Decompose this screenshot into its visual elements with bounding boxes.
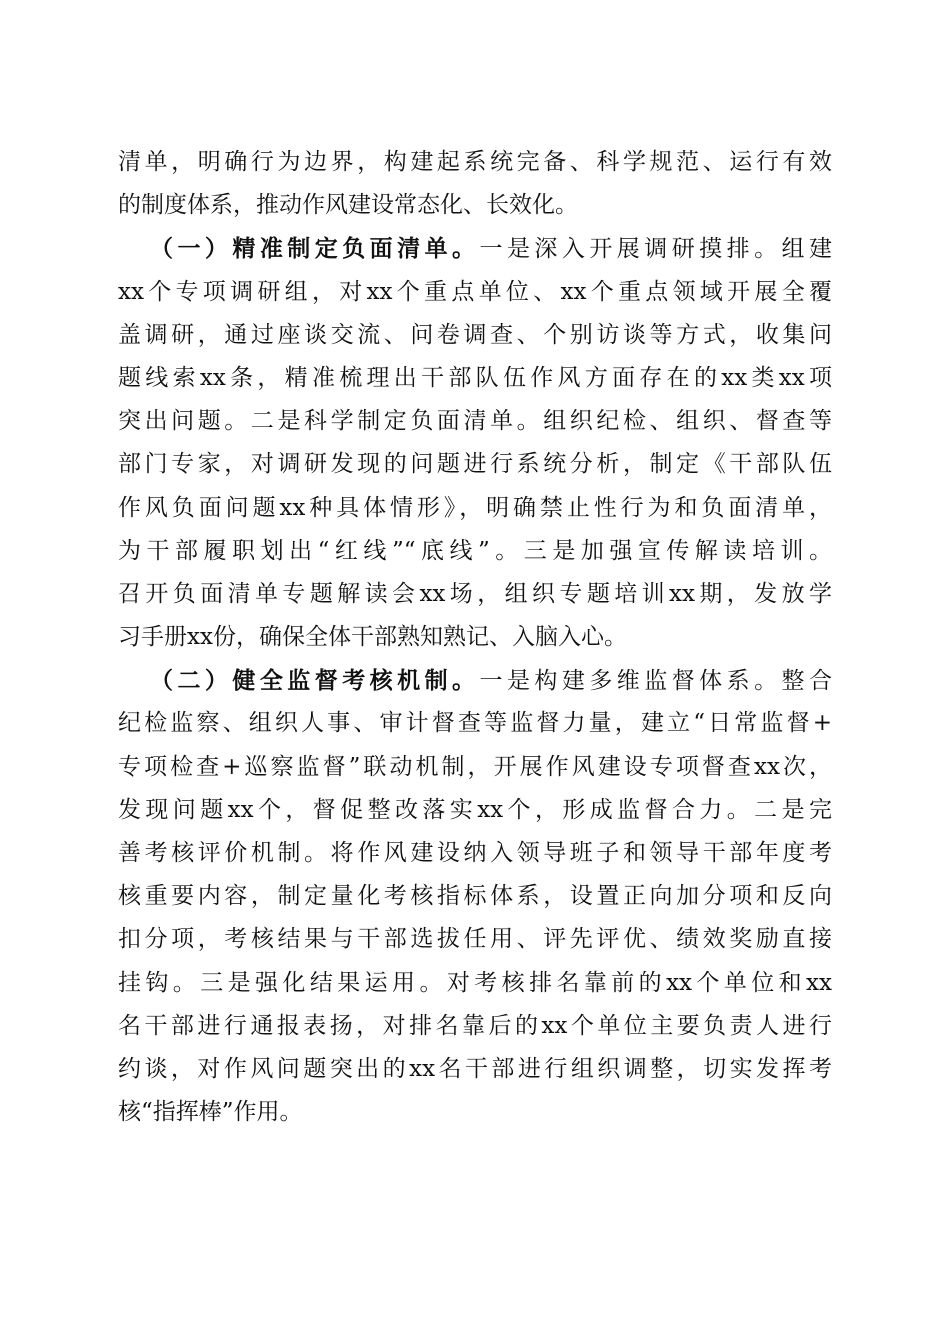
text-line: xx个专项调研组，对xx个重点单位、xx个重点领域开展全覆 bbox=[118, 278, 832, 305]
text-line: 习手册xx份，确保全体干部熟知熟记、入脑入心。 bbox=[118, 624, 627, 651]
text-line: 为干部履职划出“红线”“底线”。三是加强宣传解读培训。 bbox=[118, 537, 832, 564]
text-line: 挂钩。三是强化结果运用。对考核排名靠前的xx个单位和xx bbox=[118, 969, 832, 996]
text-segment: 一是构建多维监督体系。整合 bbox=[479, 668, 832, 695]
text-line: 部门专家，对调研发现的问题进行系统分析，制定《干部队伍 bbox=[118, 451, 832, 478]
text-line: 扣分项，考核结果与干部选拔任用、评先评优、绩效奖励直接 bbox=[118, 926, 832, 953]
paragraph-section-2 bbox=[118, 659, 832, 1134]
text-line: 核“指挥棒”作用。 bbox=[118, 1099, 303, 1126]
text-line: 纪检监察、组织人事、审计督查等监督力量，建立“日常监督+ bbox=[118, 710, 832, 737]
paragraph-intro bbox=[118, 141, 832, 227]
text-line: 核重要内容，制定量化考核指标体系，设置正向加分项和反向 bbox=[118, 883, 832, 910]
text-line: 清单，明确行为边界，构建起系统完备、科学规范、运行有效 bbox=[118, 149, 832, 175]
text-line: 召开负面清单专题解读会xx场，组织专题培训xx期，发放学 bbox=[118, 580, 832, 607]
text-line: 的制度体系，推动作风建设常态化、长效化。 bbox=[118, 192, 578, 219]
paragraph-section-1 bbox=[118, 227, 832, 659]
text-line: 作风负面问题xx种具体情形》，明确禁止性行为和负面清单， bbox=[118, 494, 832, 521]
text-line bbox=[118, 659, 832, 702]
text-line: 发现问题xx个，督促整改落实xx个，形成监督合力。二是完 bbox=[118, 796, 832, 823]
text-line: 善考核评价机制。将作风建设纳入领导班子和领导干部年度考 bbox=[118, 840, 832, 866]
section-heading: （一）精准制定负面清单。 bbox=[150, 235, 480, 263]
text-segment: 一是深入开展调研摸排。组建 bbox=[479, 236, 832, 263]
section-heading: （二）健全监督考核机制。 bbox=[150, 667, 480, 695]
text-line: 约谈，对作风问题突出的xx名干部进行组织调整，切实发挥考 bbox=[118, 1055, 832, 1082]
text-line: 盖调研，通过座谈交流、问卷调查、个别访谈等方式，收集问 bbox=[118, 321, 832, 348]
document-body bbox=[118, 141, 832, 1134]
text-line: 题线索xx条，精准梳理出干部队伍作风方面存在的xx类xx项 bbox=[118, 364, 832, 391]
text-line: 突出问题。二是科学制定负面清单。组织纪检、组织、督查等 bbox=[118, 408, 832, 435]
text-line bbox=[118, 227, 832, 270]
text-line: 名干部进行通报表扬，对排名靠后的xx个单位主要负责人进行 bbox=[118, 1012, 832, 1039]
text-line: 专项检查+巡察监督”联动机制，开展作风建设专项督查xx次， bbox=[118, 753, 832, 780]
